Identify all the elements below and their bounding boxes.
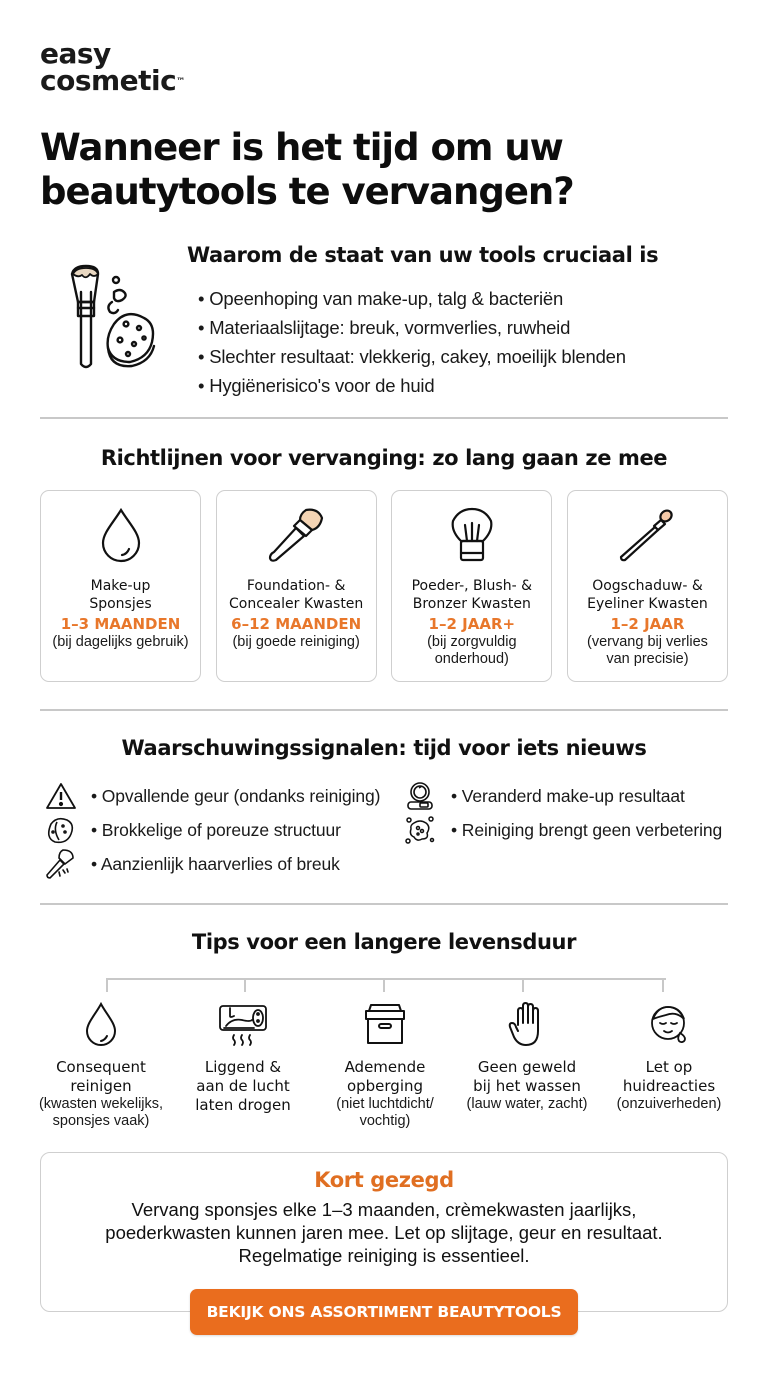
tip-gentle-washing	[456, 996, 598, 1130]
card-note: van precisie)	[606, 651, 689, 667]
section-divider	[40, 417, 728, 419]
tips-connector	[106, 978, 666, 994]
card-name: Sponsjes	[89, 596, 152, 612]
card-note: onderhoud)	[434, 651, 509, 667]
signal-text: • Veranderd make-up resultaat	[451, 785, 685, 806]
card-name: Make-up	[90, 578, 151, 594]
why-item: • Opeenhoping van make-up, talg & bacteriën	[198, 288, 564, 309]
powder-brush-icon	[392, 505, 551, 565]
why-item: • Slechter resultaat: vlekkerig, cakey, moeilijk blenden	[198, 346, 626, 367]
section-divider	[40, 709, 728, 711]
hand-icon	[456, 996, 598, 1052]
why-list	[198, 284, 626, 400]
summary-line: poederkwasten kunnen jaren mee. Let op slijtage, geur en resultaat.	[105, 1222, 663, 1243]
air-dry-icon	[172, 996, 314, 1052]
card-note: (bij dagelijks gebruik)	[52, 634, 189, 650]
guideline-card-powder-brushes	[391, 490, 552, 682]
why-item: • Materiaalslijtage: breuk, vormverlies, ruwheid	[198, 317, 571, 338]
tip-air-dry	[172, 996, 314, 1130]
brush-and-sponge-icon	[64, 262, 174, 374]
foundation-brush-icon	[217, 505, 376, 565]
tip-name: laten drogen	[195, 1096, 291, 1114]
card-note: (vervang bij verlies	[587, 634, 708, 650]
card-name: Bronzer Kwasten	[412, 596, 531, 612]
signal-text: • Aanzienlijk haarverlies of breuk	[91, 853, 340, 874]
signal-item	[45, 780, 380, 812]
page-title-line-2: beautytools te vervangen?	[40, 170, 574, 213]
eyeshadow-brush-icon	[568, 505, 727, 565]
signal-item	[405, 814, 722, 846]
brand-logo	[40, 37, 185, 97]
tip-note: (lauw water, zacht)	[466, 1096, 588, 1112]
why-section	[40, 240, 730, 400]
guideline-card-eyeshadow-brushes	[567, 490, 728, 682]
tip-name: opberging	[346, 1077, 424, 1095]
card-name: Foundation- &	[246, 578, 346, 594]
tip-note: (kwasten wekelijks,	[38, 1096, 164, 1112]
card-name: Oogschaduw- &	[592, 578, 703, 594]
signals-title: Waarschuwingssignalen: tijd voor iets nieuws	[121, 736, 647, 760]
warning-signals	[45, 780, 735, 890]
tip-name: Let op	[645, 1058, 693, 1076]
crumbly-sponge-icon	[45, 814, 81, 846]
summary-title: Kort gezegd	[314, 1168, 454, 1192]
shedding-brush-icon	[45, 848, 81, 880]
why-title: Waarom de staat van uw tools cruciaal is	[187, 243, 659, 267]
tips-list	[30, 996, 740, 1130]
card-name: Eyeliner Kwasten	[587, 596, 708, 612]
shop-beautytools-button[interactable]: BEKIJK ONS ASSORTIMENT BEAUTYTOOLS	[190, 1289, 578, 1335]
why-item: • Hygiënerisico's voor de huid	[198, 375, 435, 396]
bacteria-icon	[405, 814, 441, 846]
section-divider	[40, 903, 728, 905]
summary-text	[64, 1198, 704, 1267]
signal-text: • Reiniging brengt geen verbetering	[451, 819, 723, 840]
signal-item	[405, 780, 685, 812]
tip-name: huidreacties	[622, 1077, 716, 1095]
summary-line: Vervang sponsjes elke 1–3 maanden, crèmekwasten jaarlijks,	[131, 1199, 637, 1220]
guideline-card-sponges	[40, 490, 201, 682]
face-icon	[598, 996, 740, 1052]
tip-note: (onzuiverheden)	[616, 1096, 722, 1112]
tip-name: reinigen	[70, 1077, 132, 1095]
page-title	[40, 126, 730, 214]
water-drop-icon	[30, 996, 172, 1052]
trademark: ™	[176, 77, 185, 87]
brand-line-1: easy	[40, 37, 111, 70]
brand-line-2: cosmetic	[40, 64, 177, 97]
compact-mirror-icon	[405, 780, 441, 812]
card-duration: 6–12 MAANDEN	[231, 615, 362, 633]
card-duration: 1–3 MAANDEN	[60, 615, 181, 633]
tip-name: bij het wassen	[473, 1077, 581, 1095]
card-name: Poeder-, Blush- &	[411, 578, 532, 594]
warning-icon	[45, 780, 81, 812]
tip-name: aan de lucht	[196, 1077, 290, 1095]
card-note: (bij zorgvuldig	[427, 634, 517, 650]
card-duration: 1–2 JAAR	[610, 615, 685, 633]
card-note: (bij goede reiniging)	[232, 634, 360, 650]
tip-note: sponsjes vaak)	[52, 1113, 150, 1129]
signal-item	[45, 814, 341, 846]
tip-note: vochtig)	[359, 1113, 411, 1129]
signal-text: • Brokkelige of poreuze structuur	[91, 819, 341, 840]
card-duration: 1–2 JAAR+	[428, 615, 516, 633]
tip-name: Ademende	[344, 1058, 426, 1076]
tip-name: Liggend &	[204, 1058, 282, 1076]
tips-title: Tips voor een langere levensduur	[191, 930, 577, 954]
summary-box	[40, 1152, 728, 1312]
guideline-cards	[40, 490, 728, 682]
guidelines-title: Richtlijnen voor vervanging: zo lang gaan ze mee	[100, 446, 668, 470]
storage-box-icon	[314, 996, 456, 1052]
tip-breathable-storage	[314, 996, 456, 1130]
tip-consistent-cleaning	[30, 996, 172, 1130]
tip-skin-reactions	[598, 996, 740, 1130]
signal-item	[45, 848, 340, 880]
guideline-card-foundation-brushes	[216, 490, 377, 682]
card-name: Concealer Kwasten	[229, 596, 364, 612]
tip-note: (niet luchtdicht/	[336, 1096, 434, 1112]
summary-line: Regelmatige reiniging is essentieel.	[238, 1245, 530, 1266]
tip-name: Geen geweld	[477, 1058, 577, 1076]
tip-name: Consequent	[56, 1058, 146, 1076]
page-title-line-1: Wanneer is het tijd om uw	[40, 126, 563, 169]
signal-text: • Opvallende geur (ondanks reiniging)	[91, 785, 381, 806]
drop-sponge-icon	[41, 505, 200, 565]
